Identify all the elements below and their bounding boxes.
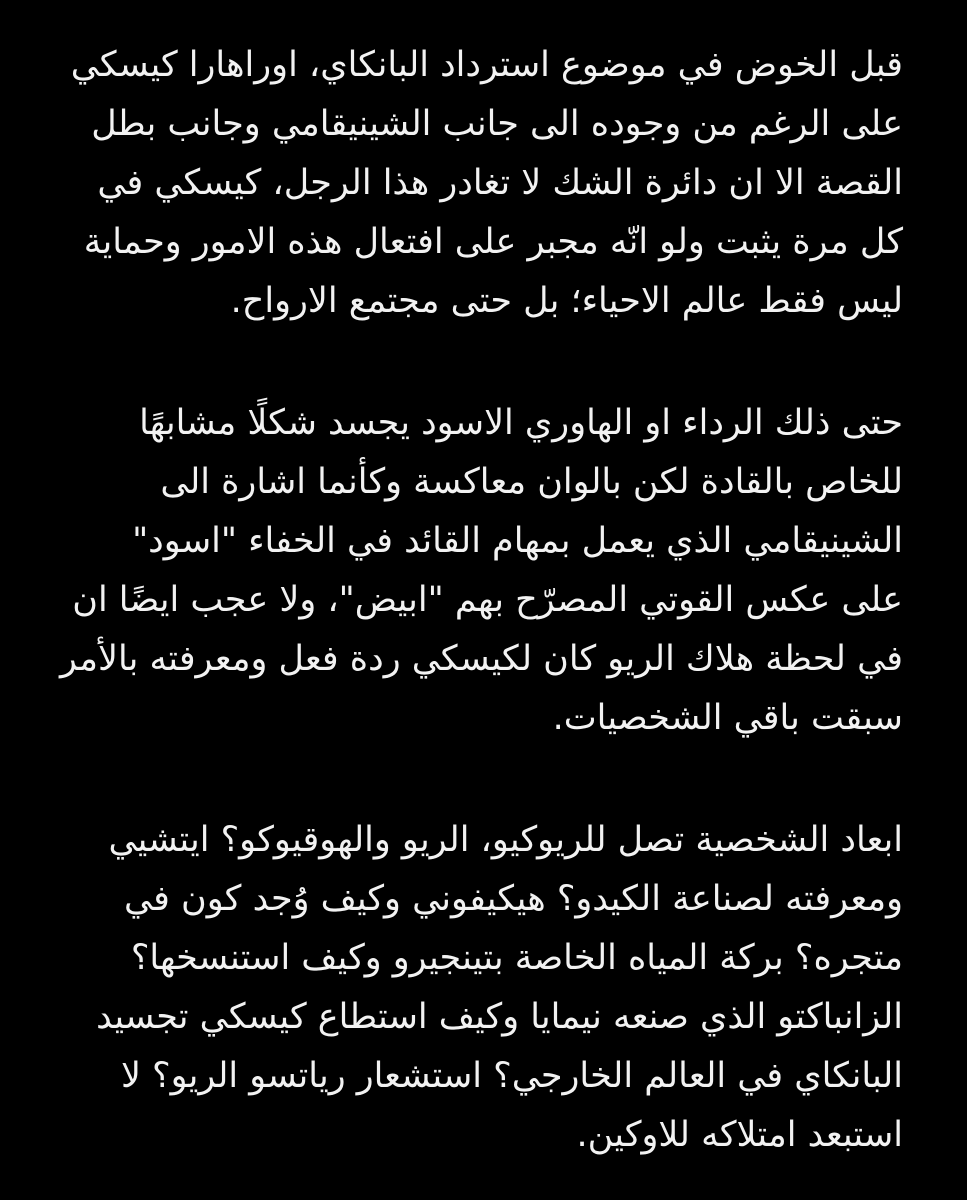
text-line: سبقت باقي الشخصيات.	[552, 698, 903, 738]
text-line: على الرغم من وجوده الى جانب الشينيقامي وجانب بطل	[91, 104, 903, 144]
text-line: استبعد امتلاكه للاوكين.	[576, 1115, 903, 1155]
paragraph-2	[57, 394, 903, 748]
text-line: في لحظة هلاك الريو كان لكيسكي ردة فعل ومعرفته بالأمر	[59, 639, 903, 679]
text-line: متجره؟ بركة المياه الخاصة بتينجيرو وكيف استنسخها؟	[130, 938, 903, 978]
text-line: الشينيقامي الذي يعمل بمهام القائد في الخفاء "اسود"	[132, 521, 903, 561]
text-line: الزانباكتو الذي صنعه نيمايا وكيف استطاع كيسكي تجسيد	[96, 997, 903, 1037]
text-line: ومعرفته لصناعة الكيدو؟ هيكيفوني وكيف وُجد كون في	[123, 879, 903, 919]
text-line: كل مرة يثبت ولو انّه مجبر على افتعال هذه الامور وحماية	[83, 222, 903, 262]
paragraph-3	[57, 811, 903, 1165]
text-line: للخاص بالقادة لكن بالوان معاكسة وكأنما اشارة الى	[160, 462, 903, 502]
text-line: ابعاد الشخصية تصل للريوكيو، الريو والهوقيوكو؟ ايتشيي	[108, 820, 903, 860]
text-line: البانكاي في العالم الخارجي؟ استشعار رياتسو الريو؟ لا	[120, 1056, 903, 1096]
text-line: على عكس القوتي المصرّح بهم "ابيض"، ولا عجب ايضًا ان	[72, 580, 903, 620]
article-text	[57, 36, 903, 1165]
text-line: قبل الخوض في موضوع استرداد البانكاي، اوراهارا كيسكي	[70, 45, 903, 85]
text-line: ليس فقط عالم الاحياء؛ بل حتى مجتمع الارواح.	[230, 281, 903, 321]
paragraph-1	[57, 36, 903, 331]
text-line: حتى ذلك الرداء او الهاوري الاسود يجسد شكلًا مشابهًا	[139, 403, 903, 443]
text-line: القصة الا ان دائرة الشك لا تغادر هذا الرجل، كيسكي في	[97, 163, 903, 203]
